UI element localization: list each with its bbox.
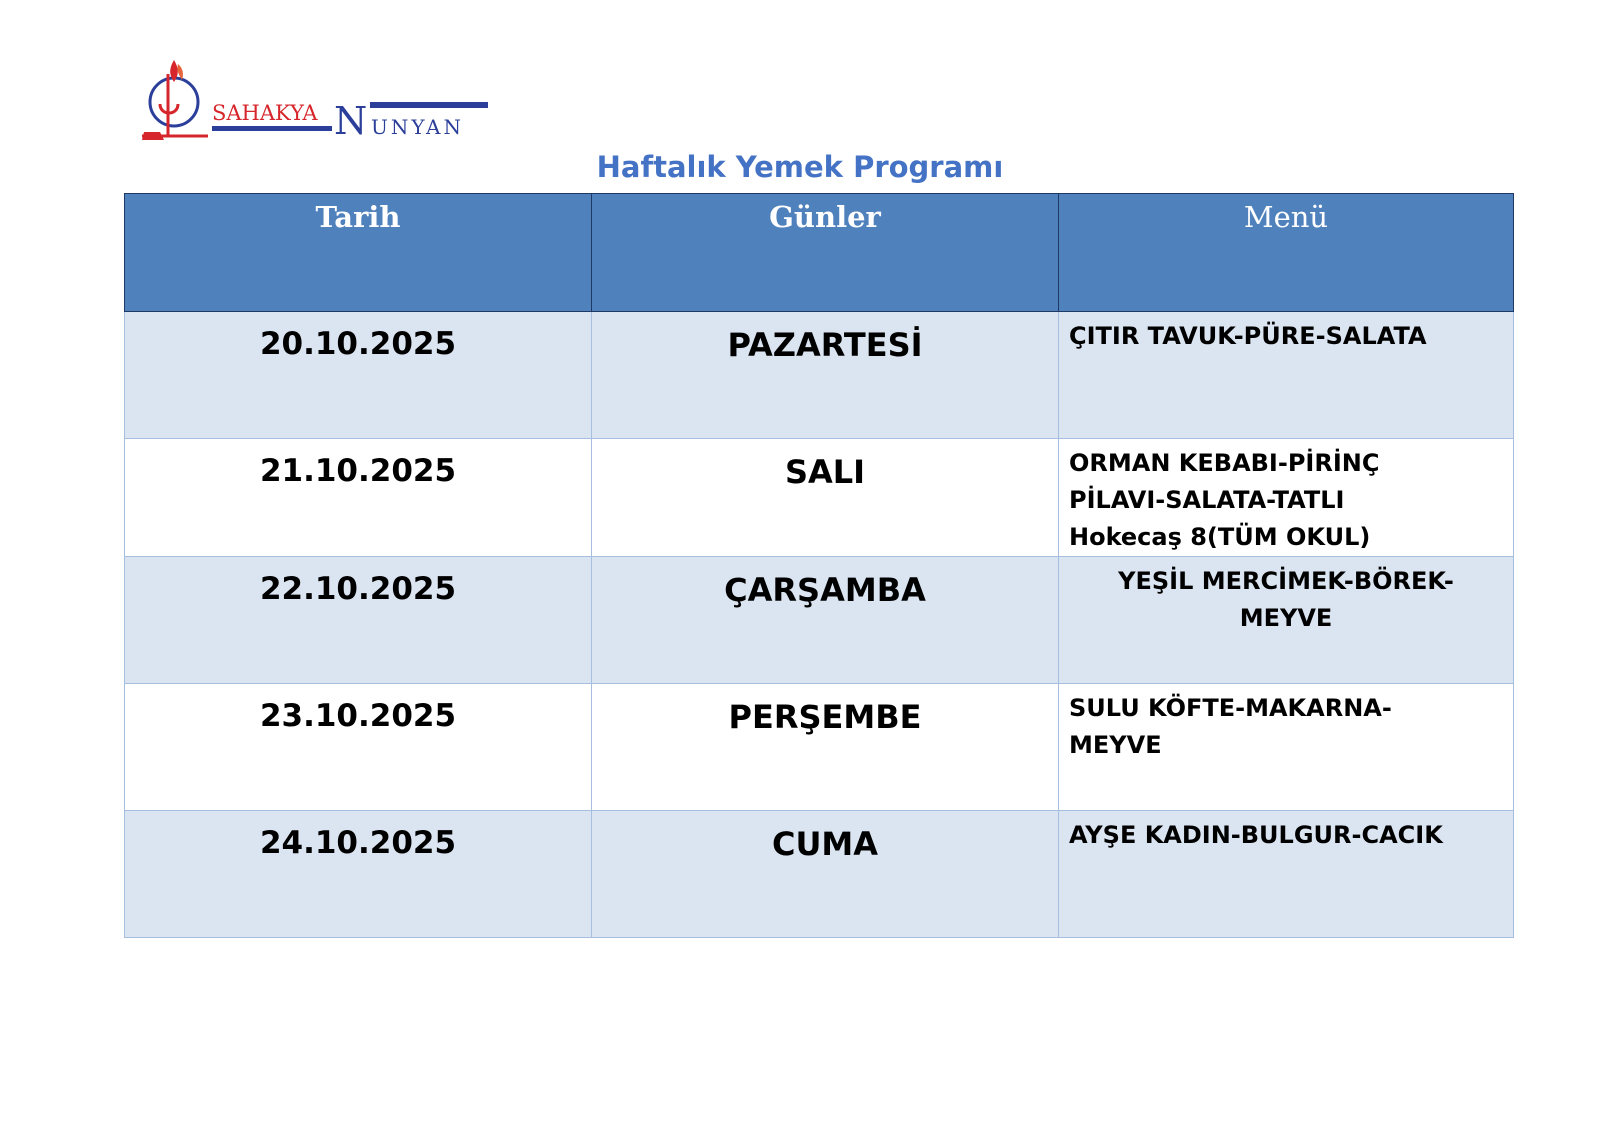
menu-line: YEŞİL MERCİMEK-BÖREK- bbox=[1118, 567, 1454, 595]
menu-line: ORMAN KEBABI-PİRİNÇ bbox=[1069, 449, 1380, 477]
logo-text-left: SAHAKYA bbox=[212, 101, 318, 125]
row-date: 24.10.2025 bbox=[125, 811, 592, 938]
table-row bbox=[125, 557, 1514, 684]
row-day: PAZARTESİ bbox=[592, 312, 1059, 439]
header-date: Tarih bbox=[125, 194, 592, 312]
row-menu bbox=[1059, 557, 1514, 684]
table-row bbox=[125, 811, 1514, 938]
row-menu bbox=[1059, 684, 1514, 811]
menu-line: PİLAVI-SALATA-TATLI bbox=[1069, 486, 1345, 514]
row-date: 22.10.2025 bbox=[125, 557, 592, 684]
row-day: SALI bbox=[592, 439, 1059, 557]
row-day: ÇARŞAMBA bbox=[592, 557, 1059, 684]
row-date: 23.10.2025 bbox=[125, 684, 592, 811]
row-menu bbox=[1059, 312, 1514, 439]
menu-line: ÇITIR TAVUK-PÜRE-SALATA bbox=[1069, 322, 1427, 350]
menu-line: MEYVE bbox=[1069, 731, 1162, 759]
row-day: CUMA bbox=[592, 811, 1059, 938]
table-header-row bbox=[125, 194, 1514, 312]
row-menu bbox=[1059, 439, 1514, 557]
menu-line: SULU KÖFTE-MAKARNA- bbox=[1069, 694, 1392, 722]
table-row bbox=[125, 684, 1514, 811]
header-days: Günler bbox=[592, 194, 1059, 312]
row-menu bbox=[1059, 811, 1514, 938]
menu-line: Hokecaş 8(TÜM OKUL) bbox=[1069, 523, 1371, 551]
row-date: 21.10.2025 bbox=[125, 439, 592, 557]
logo-text-big: N bbox=[334, 99, 368, 143]
document-title: Haftalık Yemek Programı bbox=[596, 150, 1004, 184]
school-logo bbox=[138, 54, 498, 146]
header-menu: Menü bbox=[1059, 194, 1514, 312]
row-day: PERŞEMBE bbox=[592, 684, 1059, 811]
logo-text-right: UNYAN bbox=[371, 115, 464, 139]
table-row bbox=[125, 439, 1514, 557]
weekly-menu-table bbox=[124, 193, 1514, 938]
menu-line: MEYVE bbox=[1239, 604, 1333, 632]
row-date: 20.10.2025 bbox=[125, 312, 592, 439]
menu-line: AYŞE KADIN-BULGUR-CACIK bbox=[1069, 821, 1443, 849]
table-row bbox=[125, 312, 1514, 439]
